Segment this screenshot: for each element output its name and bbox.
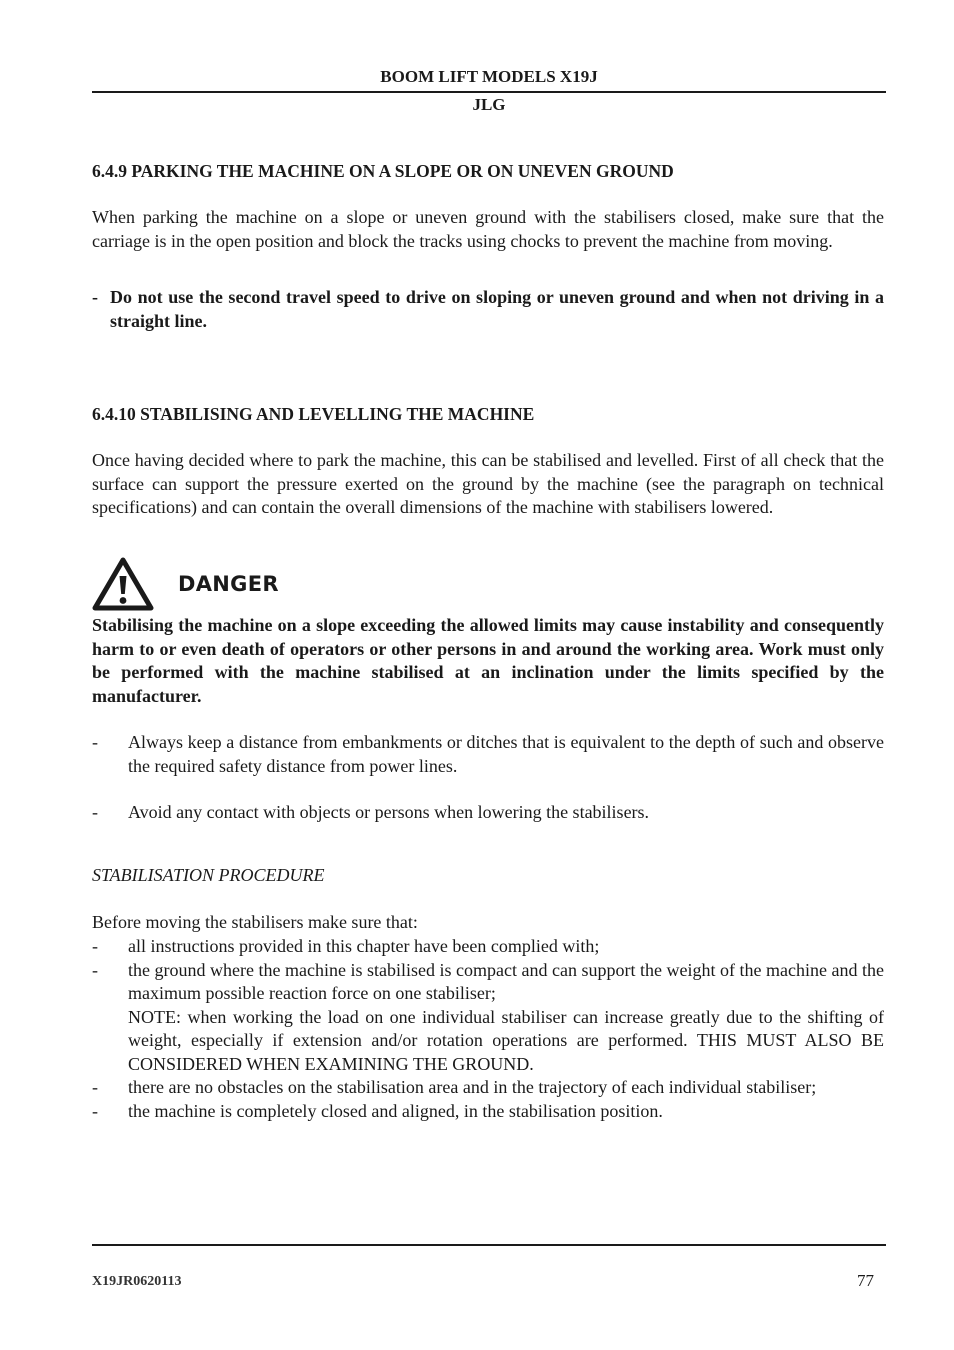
section-heading-stabilising: 6.4.10 STABILISING AND LEVELLING THE MACHINE: [92, 404, 535, 424]
page-number: 77: [857, 1271, 874, 1290]
procedure-list: [92, 935, 884, 1123]
list-item: [92, 731, 884, 778]
list-item-text: Always keep a distance from embankments or ditches that is equivalent to the depth of such and observe the required safety distance from power lines.: [128, 732, 884, 776]
list-item-text: all instructions provided in this chapter have been complied with;: [128, 936, 600, 956]
list-item-text: the ground where the machine is stabilised is compact and can support the weight of the machine and the maximum possible reaction force on one stabiliser;: [128, 959, 884, 1003]
section-paragraph-stabilising: Once having decided where to park the machine, this can be stabilised and levelled. First of all check that the surface can support the pressure exerted on the ground by the machine (see the paragraph on technical specifications) and can contain the overall dimensions of the machine with stabilisers lowered.: [92, 450, 884, 517]
list-item: [92, 1100, 884, 1124]
bullet-dash: -: [92, 936, 98, 956]
warning-item-travel-speed: [92, 285, 884, 333]
danger-text: Stabilising the machine on a slope exceeding the allowed limits may cause instability and consequently harm to or even death of operators or other persons in and around the working area. Work must only be performed with the machine stabilised at an inclination under the limits specified by the manufacturer.: [92, 615, 884, 706]
section-heading-parking: 6.4.9 PARKING THE MACHINE ON A SLOPE OR ON UNEVEN GROUND: [92, 161, 674, 181]
bullet-dash: -: [92, 802, 98, 822]
warning-text: Do not use the second travel speed to drive on sloping or uneven ground and when not driving in a straight line.: [110, 287, 884, 331]
list-item-text: the machine is completely closed and aligned, in the stabilisation position.: [128, 1100, 663, 1121]
warning-triangle-icon: [92, 557, 154, 611]
list-item-text: there are no obstacles on the stabilisation area and in the trajectory of each individual stabiliser;: [128, 1077, 817, 1097]
list-item: [92, 935, 884, 959]
section-paragraph-parking: When parking the machine on a slope or uneven ground with the stabilisers closed, make sure that the carriage is in the open position and block the tracks using chocks to prevent the machine from moving.: [92, 207, 884, 251]
footer-rule: [92, 1244, 886, 1246]
list-item-text: Avoid any contact with objects or persons when lowering the stabilisers.: [128, 802, 650, 822]
bullet-dash: -: [92, 1077, 98, 1097]
list-item: [92, 801, 884, 825]
header-title: BOOM LIFT MODELS X19J: [380, 67, 598, 86]
header-rule: [92, 91, 886, 93]
document-code: X19JR0620113: [92, 1274, 182, 1289]
bullet-dash: -: [92, 287, 98, 307]
bullet-dash: -: [92, 732, 98, 752]
bullet-dash: -: [92, 1100, 98, 1121]
bullet-dash: -: [92, 959, 98, 980]
header-subtitle: JLG: [472, 95, 506, 114]
procedure-intro: Before moving the stabilisers make sure that:: [92, 912, 418, 932]
list-item: [92, 1076, 884, 1100]
procedure-heading: STABILISATION PROCEDURE: [92, 865, 325, 885]
list-item: [92, 959, 884, 1077]
note-text: NOTE: when working the load on one individual stabiliser can increase greatly due to the shifting of weight, especially if extension and/or rotation operations are performed. THIS MUST ALSO BE CONSIDERED WHEN EXAMINING THE GROUND.: [128, 1006, 884, 1074]
danger-label: DANGER: [178, 572, 279, 596]
